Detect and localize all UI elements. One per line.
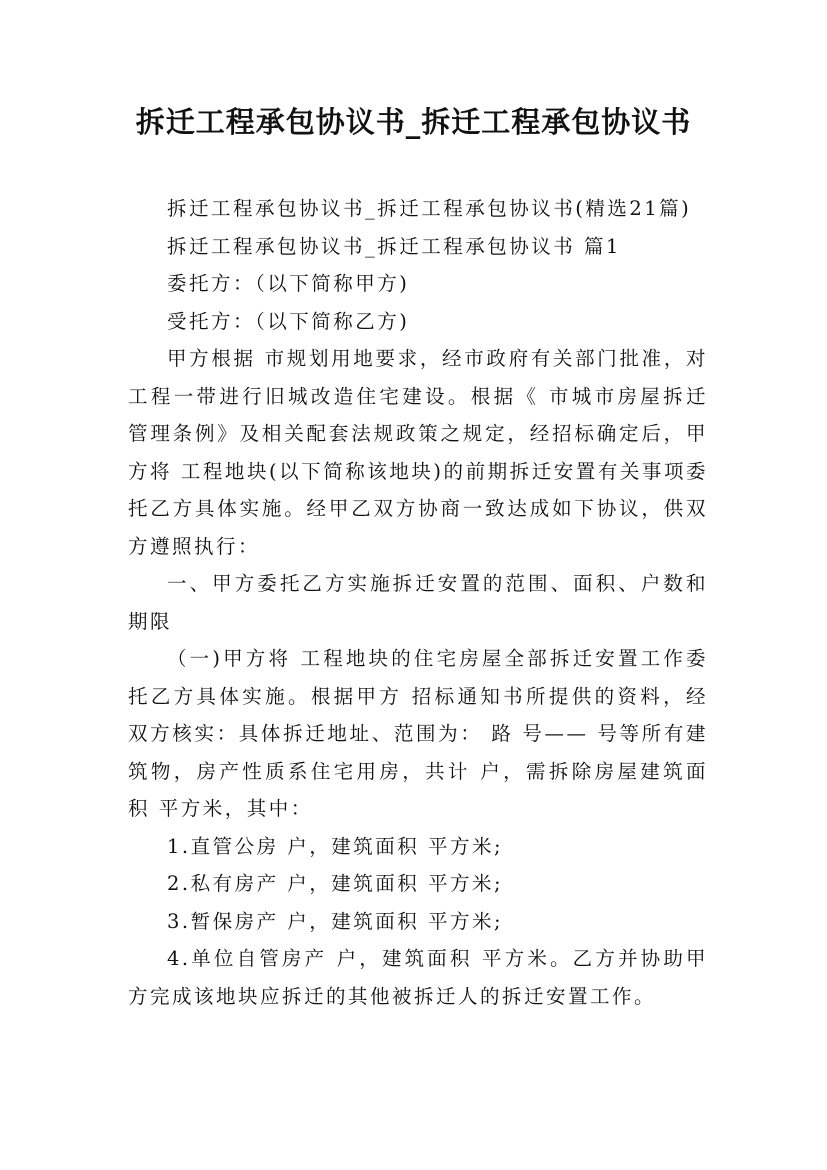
paragraph-section-one-heading: 一、甲方委托乙方实施拆迁安置的范围、面积、户数和期限	[128, 572, 708, 633]
paragraph-section-one-item-one: （一)甲方将 工程地块的住宅房屋全部拆迁安置工作委托乙方具体实施。根据甲方 招标通知书所提供的资料，经双方核实：具体拆迁地址、范围为： 路 号—— 号等所有建筑物，房产性质系住宅用房，共计 户，需拆除房屋建筑面积 平方米，其中：	[128, 647, 708, 820]
paragraph-article-heading: 拆迁工程承包协议书_拆迁工程承包协议书 篇1	[167, 234, 621, 258]
paragraph-list-item-3: 3.暂保房产 户，建筑面积 平方米;	[167, 909, 504, 933]
paragraph-list-item-4: 4.单位自管房产 户，建筑面积 平方米。乙方并协助甲方完成该地块应拆迁的其他被拆迁人的拆迁安置工作。	[128, 947, 708, 1008]
paragraph-list-item-2: 2.私有房产 户，建筑面积 平方米;	[167, 872, 504, 895]
paragraph-party-b: 受托方：（以下简称乙方)	[167, 309, 410, 333]
document-body	[128, 190, 708, 1015]
document-title: 拆迁工程承包协议书_拆迁工程承包协议书	[135, 105, 692, 139]
paragraph-party-a: 委托方：（以下简称甲方)	[167, 272, 410, 295]
paragraph-preamble: 甲方根据 市规划用地要求，经市政府有关部门批准，对 工程一带进行旧城改造住宅建设。根据《 市城市房屋拆迁管理条例》及相关配套法规政策之规定，经招标确定后，甲方将 工程地块(以下简称该地块)的前期拆迁安置有关事项委托乙方具体实施。经甲乙双方协商一致达成如下协议，供双方遵照执行：	[128, 347, 708, 558]
paragraph-intro-heading: 拆迁工程承包协议书_拆迁工程承包协议书(精选21篇)	[167, 197, 692, 220]
paragraph-list-item-1: 1.直管公房 户，建筑面积 平方米;	[167, 834, 504, 858]
